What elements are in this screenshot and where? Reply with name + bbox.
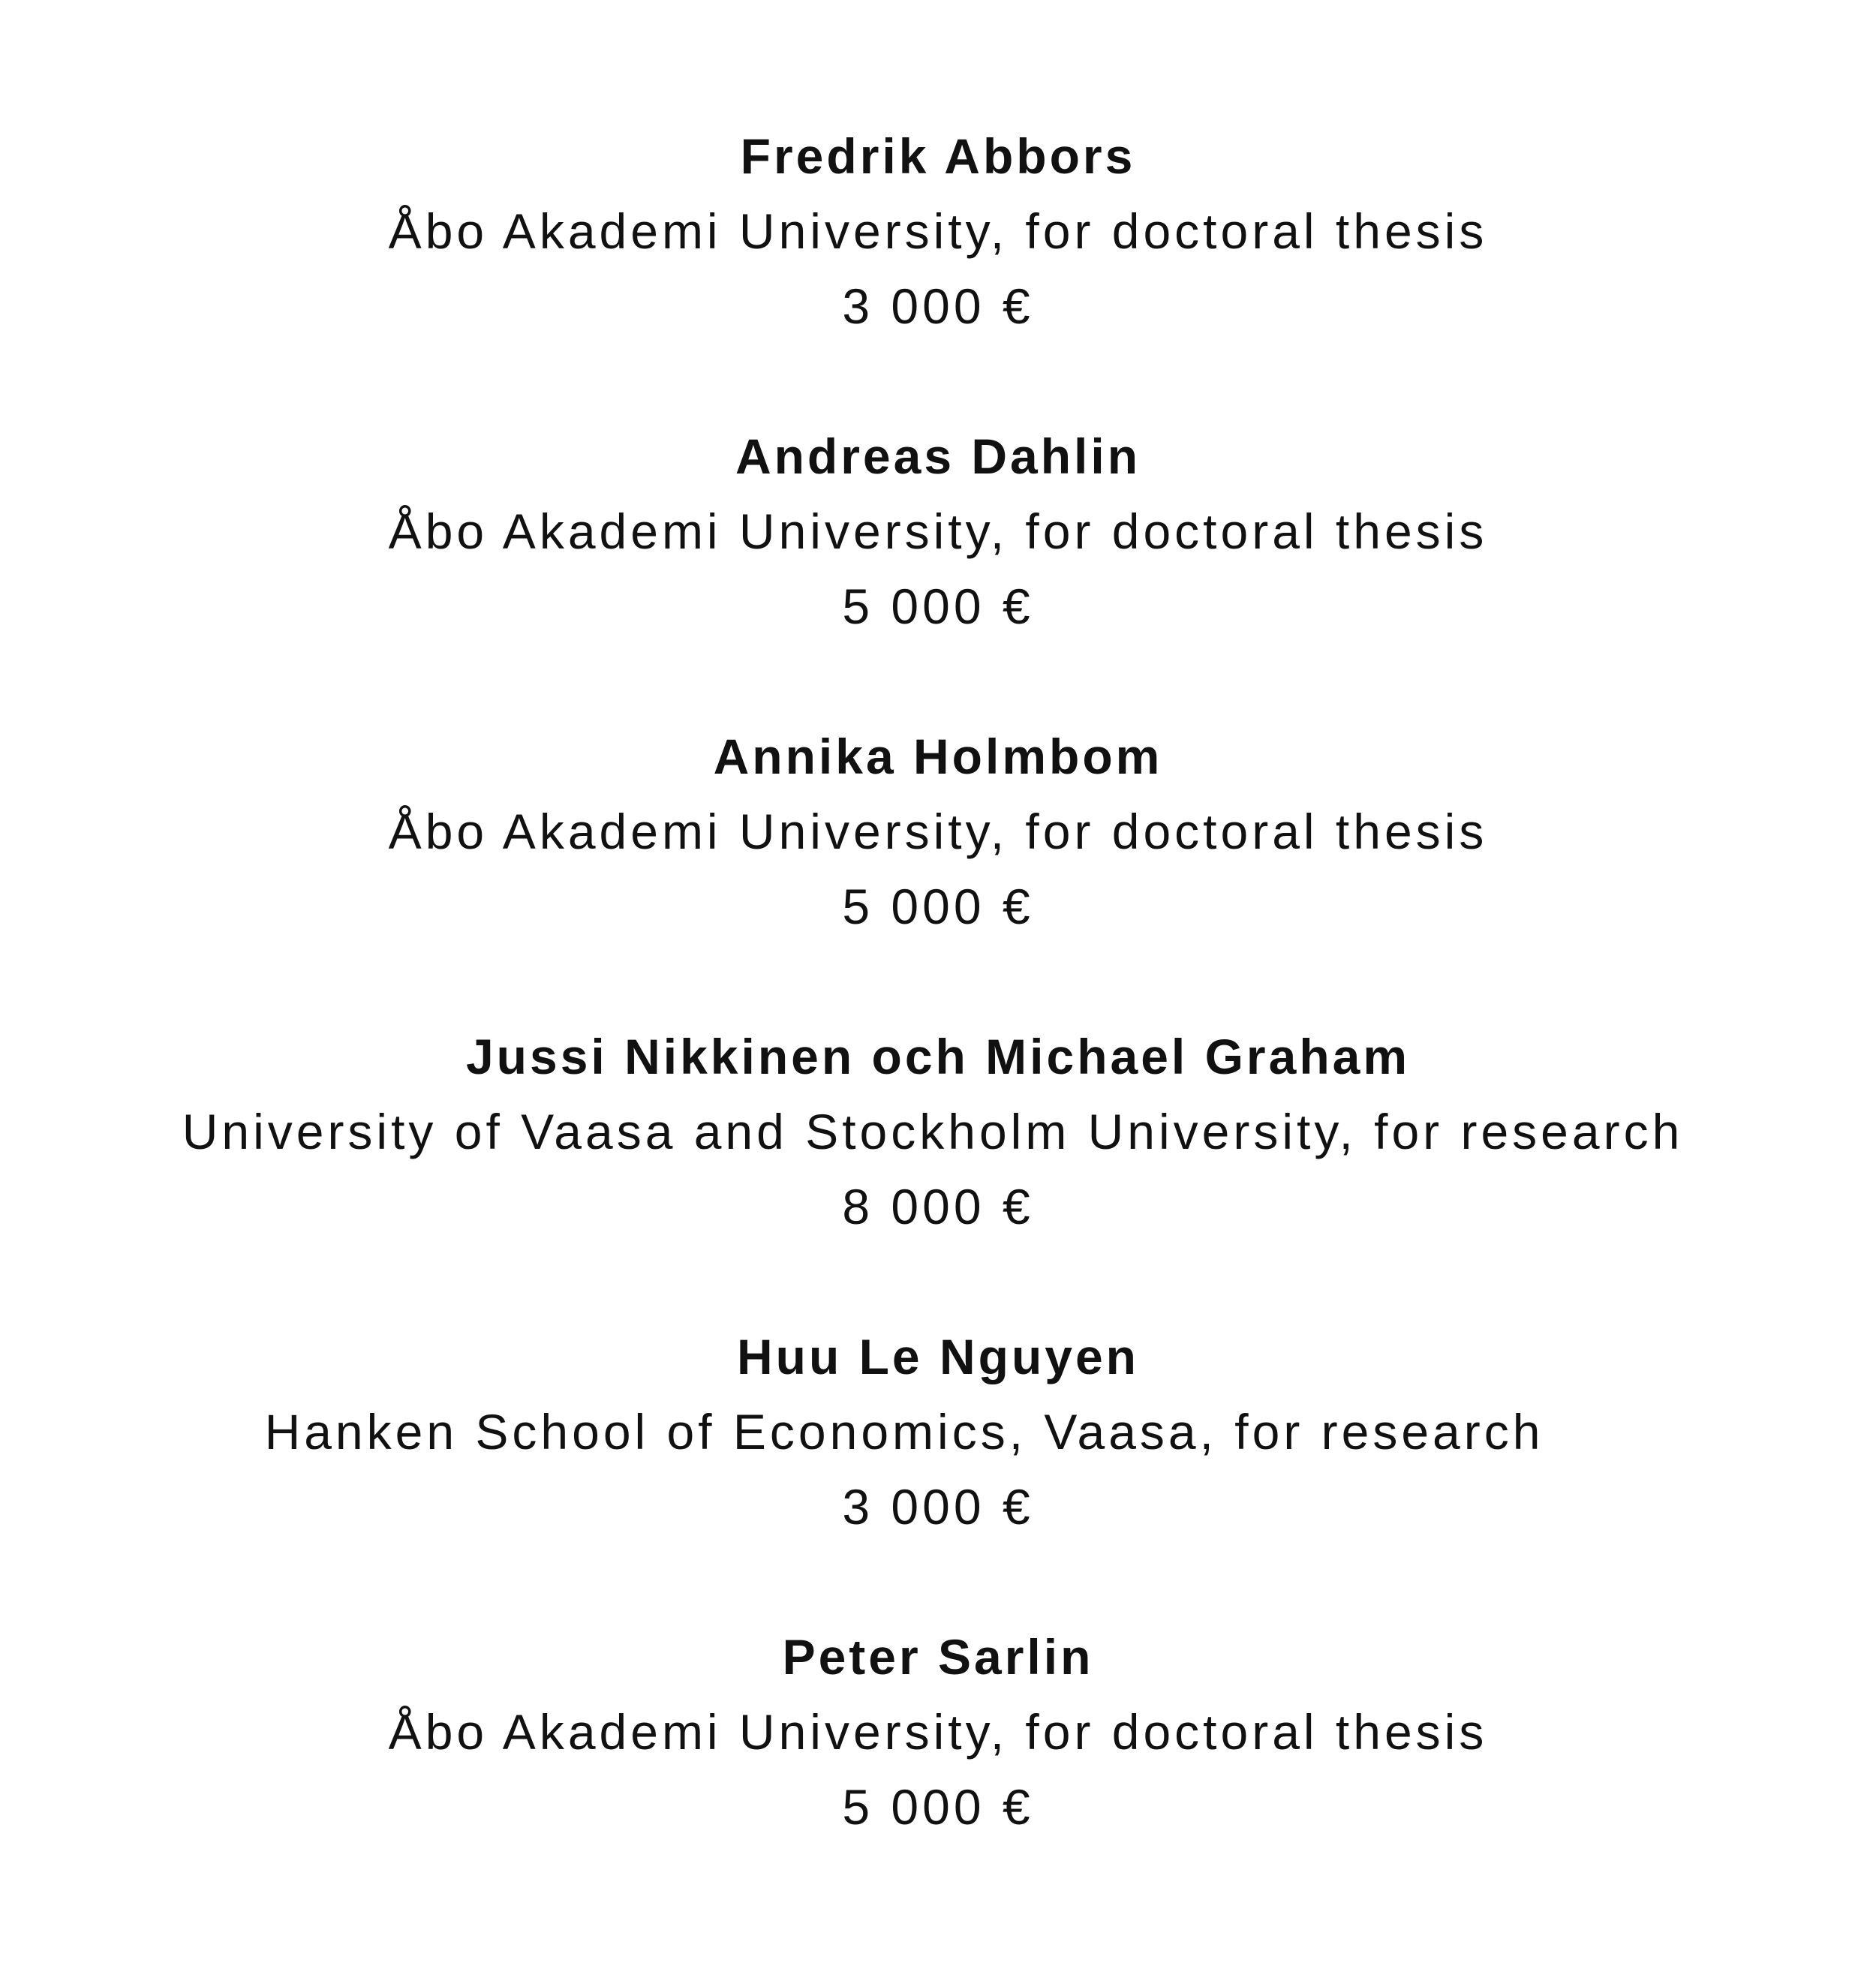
recipient-name: Andreas Dahlin <box>735 428 1141 484</box>
grant-amount: 5 000 € <box>842 579 1034 634</box>
institution-purpose: Hanken School of Economics, Vaasa, for research <box>264 1404 1544 1459</box>
grant-amount: 3 000 € <box>842 1479 1034 1535</box>
recipient-name: Annika Holmbom <box>713 729 1163 784</box>
recipient-name: Jussi Nikkinen och Michael Graham <box>465 1029 1411 1084</box>
institution-purpose: Åbo Akademi University, for doctoral thesis <box>388 504 1488 559</box>
institution-purpose: Åbo Akademi University, for doctoral thesis <box>388 804 1488 859</box>
grant-amount: 5 000 € <box>842 879 1034 934</box>
institution-purpose: University of Vaasa and Stockholm University, for research <box>182 1104 1684 1159</box>
grant-amount: 5 000 € <box>842 1779 1034 1835</box>
recipient-name: Fredrik Abbors <box>740 128 1136 184</box>
institution-purpose: Åbo Akademi University, for doctoral thesis <box>388 203 1488 259</box>
grant-amount: 3 000 € <box>842 278 1034 334</box>
institution-purpose: Åbo Akademi University, for doctoral thesis <box>388 1704 1488 1760</box>
recipient-name: Huu Le Nguyen <box>736 1329 1139 1384</box>
grant-amount: 8 000 € <box>842 1179 1034 1234</box>
recipient-name: Peter Sarlin <box>782 1629 1094 1685</box>
